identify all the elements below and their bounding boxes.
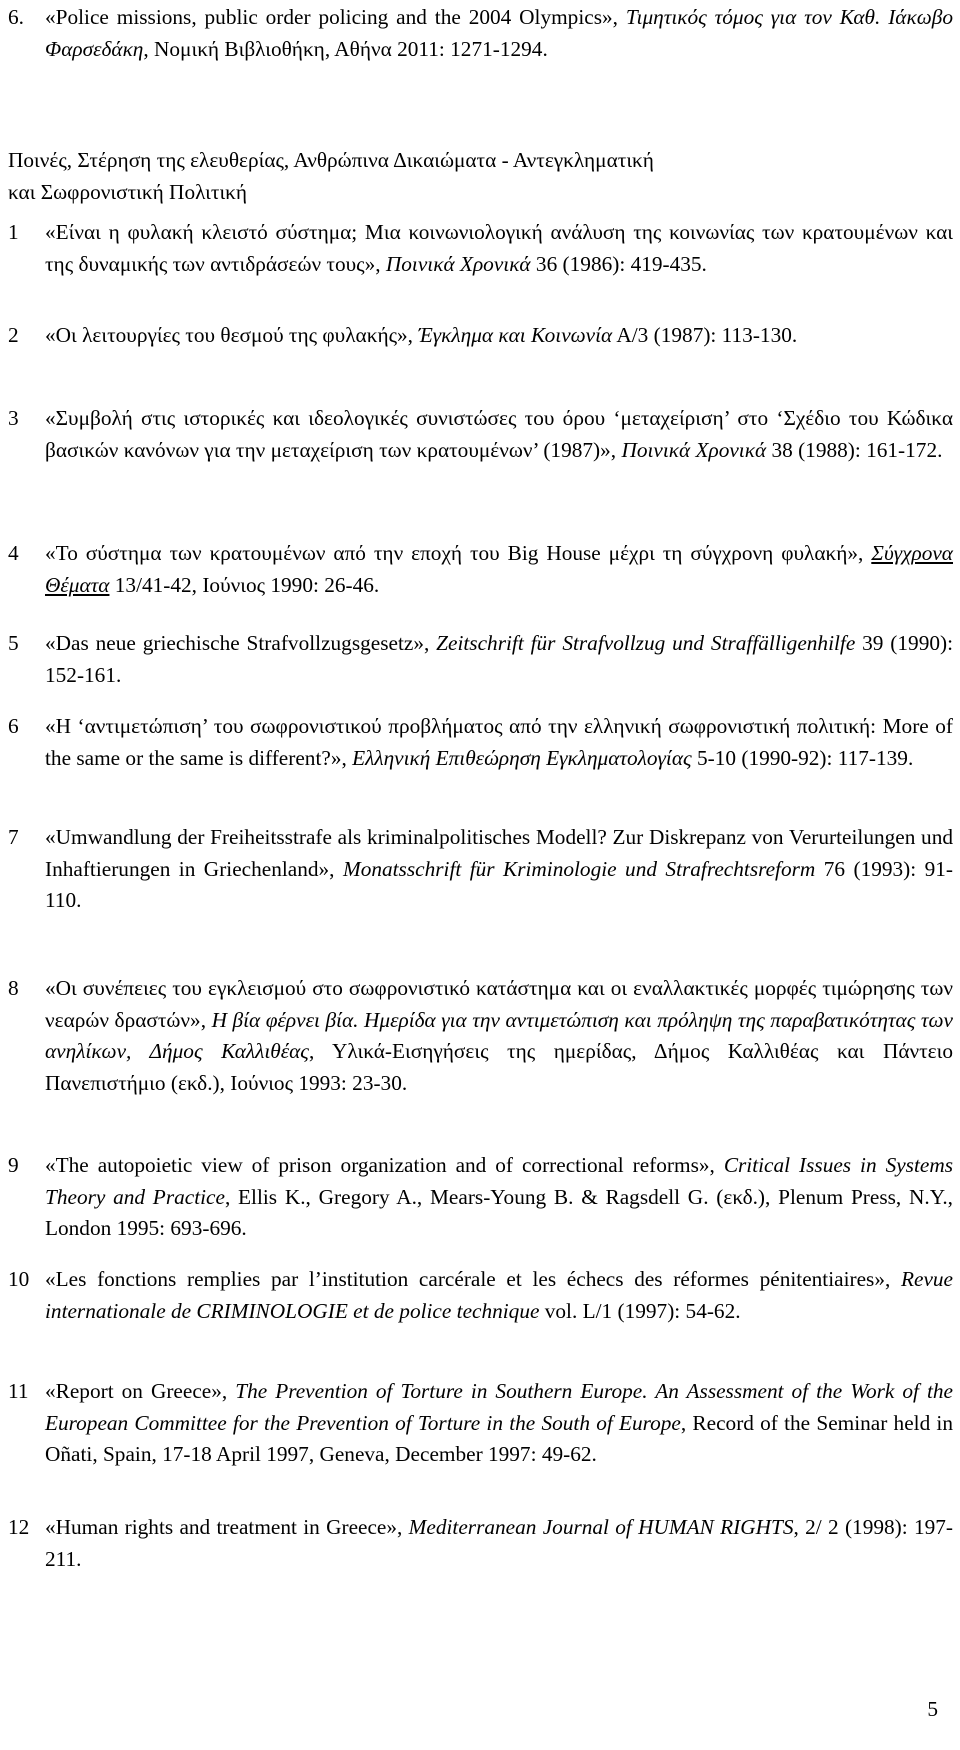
list-item: [8, 320, 953, 352]
entry-number: 5: [8, 631, 19, 655]
entry-text: «Human rights and treatment in Greece», Mediterranean Journal of HUMAN RIGHTS, 2/ 2 (1998): 197-211.: [45, 1515, 953, 1571]
entry-text: «Οι συνέπειες του εγκλεισμού στο σωφρονιστικό κατάστημα και οι εναλλακτικές μορφές τιμώρησης των νεαρών δραστών», Η βία φέρνει βία. Ημερίδα για την αντιμετώπιση και πρόληψη της παραβατικότητας των ανηλίκων, Δήμος Καλλιθέας, Υλικά-Εισηγήσεις της ημερίδας, Δήμος Καλλιθέας και Πάντειο Πανεπιστήμιο (εκδ.), Ιούνιος 1993: 23-30.: [45, 976, 953, 1095]
list-item: [8, 628, 953, 691]
entry-title: Critical Issues in Systems Theory and Practice: [45, 1153, 953, 1209]
entry-title: Zeitschrift für Strafvollzug und Straffälligenhilfe: [436, 631, 856, 655]
list-item: [8, 217, 953, 280]
entry-text: «Οι λειτουργίες του θεσμού της φυλακής», Έγκλημα και Κοινωνία Α/3 (1987): 113-130.: [45, 323, 798, 347]
list-item: [8, 822, 953, 917]
entry-text: «Είναι η φυλακή κλειστό σύστημα; Μια κοινωνιολογική ανάλυση της κοινωνίας των κρατουμένων και της δυναμικής των αντιδράσεών τους», Ποινικά Χρονικά 36 (1986): 419-435.: [45, 220, 953, 276]
entry-number: 9: [8, 1153, 19, 1177]
entry-title: Σύγχρονα Θέματα: [45, 541, 953, 597]
entry-number: 4: [8, 541, 19, 565]
entry-text: «Report on Greece», The Prevention of Torture in Southern Europe. An Assessment of the Work of the European Committee for the Prevention of Torture in the South of Europe, Record of the Seminar held in Oñati, Spain, 17-18 April 1997, Geneva, December 1997: 49-62.: [45, 1379, 953, 1466]
entry-title: Ποινικά Χρονικά: [621, 437, 767, 462]
list-item: [8, 711, 953, 774]
entry-number: 2: [8, 323, 19, 347]
entry-text: «Η ‘αντιμετώπιση’ του σωφρονιστικού προβλήματος από την ελληνική σωφρονιστική πολιτική: More of the same or the same is different?», Ελληνική Επιθεώρηση Εγκληματολογίας 5-10 (1990-92): 117-139.: [45, 714, 953, 770]
entry-title: Mediterranean Journal of HUMAN RIGHTS: [408, 1515, 794, 1539]
list-item: [8, 1150, 953, 1245]
entry-title: Revue internationale de CRIMINOLOGIE et de police technique: [45, 1267, 953, 1323]
entry-number: 12: [8, 1515, 30, 1539]
page-number: 5: [927, 1697, 938, 1721]
entry-text: «Umwandlung der Freiheitsstrafe als kriminalpolitisches Modell? Zur Diskrepanz von Verurteilungen und Inhaftierungen in Griechenland», Monatsschrift für Kriminologie und Strafrechtsreform 76 (1993): 91-110.: [45, 825, 954, 912]
entry-number: 6: [8, 714, 19, 738]
entry-title: Έγκλημα και Κοινωνία: [418, 323, 613, 347]
entry-number: 7: [8, 825, 19, 849]
entry-title: Τιμητικός τόμος για τον Καθ. Ιάκωβο Φαρσεδάκη: [45, 5, 953, 61]
entry-number: 6.: [8, 5, 24, 29]
entry-title: Η βία φέρνει βία. Ημερίδα για την αντιμετώπιση και πρόληψη της παραβατικότητας των ανηλίκων, Δήμος Καλλιθέας: [45, 1007, 953, 1063]
list-item: [8, 1264, 953, 1327]
list-item: [8, 538, 953, 601]
entry-number: 8: [8, 976, 19, 1000]
entry-title: Ελληνική Επιθεώρηση Εγκληματολογίας: [352, 745, 692, 770]
entry-text: «The autopoietic view of prison organization and of correctional reforms», Critical Issues in Systems Theory and Practice, Ellis K., Gregory A., Mears-Young B. & Ragsdell G. (εκδ.), Plenum Press, N.Y., London 1995: 693-696.: [45, 1153, 953, 1240]
entry-text: «Das neue griechische Strafvollzugsgesetz», Zeitschrift für Strafvollzug und Straffälligenhilfe 39 (1990): 152-161.: [45, 631, 954, 687]
entry-number: 11: [8, 1379, 29, 1403]
section-heading: Ποινές, Στέρηση της ελευθερίας, Ανθρώπινα Δικαιώματα - Αντεγκληματική και Σωφρονιστική Πολιτική: [8, 148, 654, 204]
entry-number: 3: [8, 406, 19, 430]
entry-text: «Συμβολή στις ιστορικές και ιδεολογικές συνιστώσες του όρου ‘μεταχείριση’ στο ‘Σχέδιο του Κώδικα βασικών κανόνων για την μεταχείριση των κρατουμένων’ (1987)», Ποινικά Χρονικά 38 (1988): 161-172.: [45, 406, 953, 462]
entry-text: «Les fonctions remplies par l’institution carcérale et les échecs des réformes pénitentiaires», Revue internationale de CRIMINOLOGIE et de police technique vol. L/1 (1997): 54-62.: [45, 1267, 953, 1323]
entry-text: «Police missions, public order policing and the 2004 Olympics», Τιμητικός τόμος για τον Καθ. Ιάκωβο Φαρσεδάκη, Νομική Βιβλιοθήκη, Αθήνα 2011: 1271-1294.: [45, 5, 953, 61]
list-item: [8, 973, 953, 1099]
entry-title: Monatsschrift für Kriminologie und Strafrechtsreform: [342, 856, 816, 881]
entry-title: The Prevention of Torture in Southern Europe. An Assessment of the Work of the European Committee for the Prevention of Torture in the South of Europe: [45, 1379, 953, 1435]
entry-number: 1: [8, 220, 19, 244]
list-item: [8, 1376, 953, 1471]
entry-title: Ποινικά Χρονικά: [385, 251, 531, 276]
entry-text: «Το σύστημα των κρατουμένων από την εποχή του Big House μέχρι τη σύγχρονη φυλακή», Σύγχρονα Θέματα 13/41-42, Ιούνιος 1990: 26-46.: [45, 541, 953, 597]
list-item: [8, 403, 953, 466]
list-item: [8, 2, 953, 65]
entry-number: 10: [8, 1267, 30, 1291]
list-item: [8, 1512, 953, 1575]
